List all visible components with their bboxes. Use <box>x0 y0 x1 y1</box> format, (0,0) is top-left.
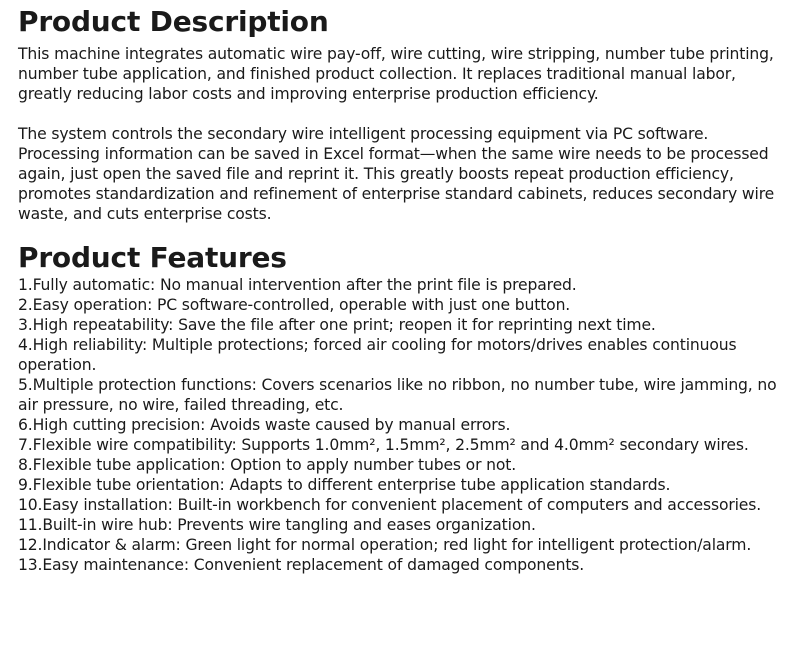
feature-item: 13.Easy maintenance: Convenient replacement of damaged components. <box>18 556 585 574</box>
feature-item: 8.Flexible tube application: Option to apply number tubes or not. <box>18 456 517 474</box>
feature-item: 4.High reliability: Multiple protections; forced air cooling for motors/drives enables continuous operation. <box>18 336 737 374</box>
feature-item: 5.Multiple protection functions: Covers scenarios like no ribbon, no number tube, wire jamming, no air pressure, no wire, failed threading, etc. <box>18 376 777 414</box>
product-description-section <box>18 5 780 224</box>
product-page <box>18 0 780 575</box>
feature-item: 7.Flexible wire compatibility: Supports 1.0mm², 1.5mm², 2.5mm² and 4.0mm² secondary wires. <box>18 436 749 454</box>
description-paragraph: The system controls the secondary wire intelligent processing equipment via PC software. Processing information can be saved in Excel format—when the same wire needs to be processed again, just open the saved file and reprint it. This greatly boosts repeat production efficiency, promotes standardization and refinement of enterprise standard cabinets, reduces secondary wire waste, and cuts enterprise costs. <box>18 125 775 223</box>
feature-item: 6.High cutting precision: Avoids waste caused by manual errors. <box>18 416 511 434</box>
feature-item: 9.Flexible tube orientation: Adapts to different enterprise tube application standards. <box>18 476 671 494</box>
product-description-heading: Product Description <box>18 5 329 38</box>
feature-item: 3.High repeatability: Save the file after one print; reopen it for reprinting next time. <box>18 316 656 334</box>
feature-item: 11.Built-in wire hub: Prevents wire tangling and eases organization. <box>18 516 536 534</box>
feature-item: 10.Easy installation: Built-in workbench for convenient placement of computers and accessories. <box>18 496 762 514</box>
description-paragraph: This machine integrates automatic wire pay-off, wire cutting, wire stripping, number tube printing, number tube application, and finished product collection. It replaces traditional manual labor, greatly reducing labor costs and improving enterprise production efficiency. <box>18 45 774 103</box>
features-list <box>18 275 780 575</box>
feature-item: 2.Easy operation: PC software-controlled, operable with just one button. <box>18 296 571 314</box>
product-features-section <box>18 241 780 575</box>
feature-item: 1.Fully automatic: No manual intervention after the print file is prepared. <box>18 276 577 294</box>
feature-item: 12.Indicator & alarm: Green light for normal operation; red light for intelligent protection/alarm. <box>18 536 752 554</box>
product-features-heading: Product Features <box>18 241 287 274</box>
